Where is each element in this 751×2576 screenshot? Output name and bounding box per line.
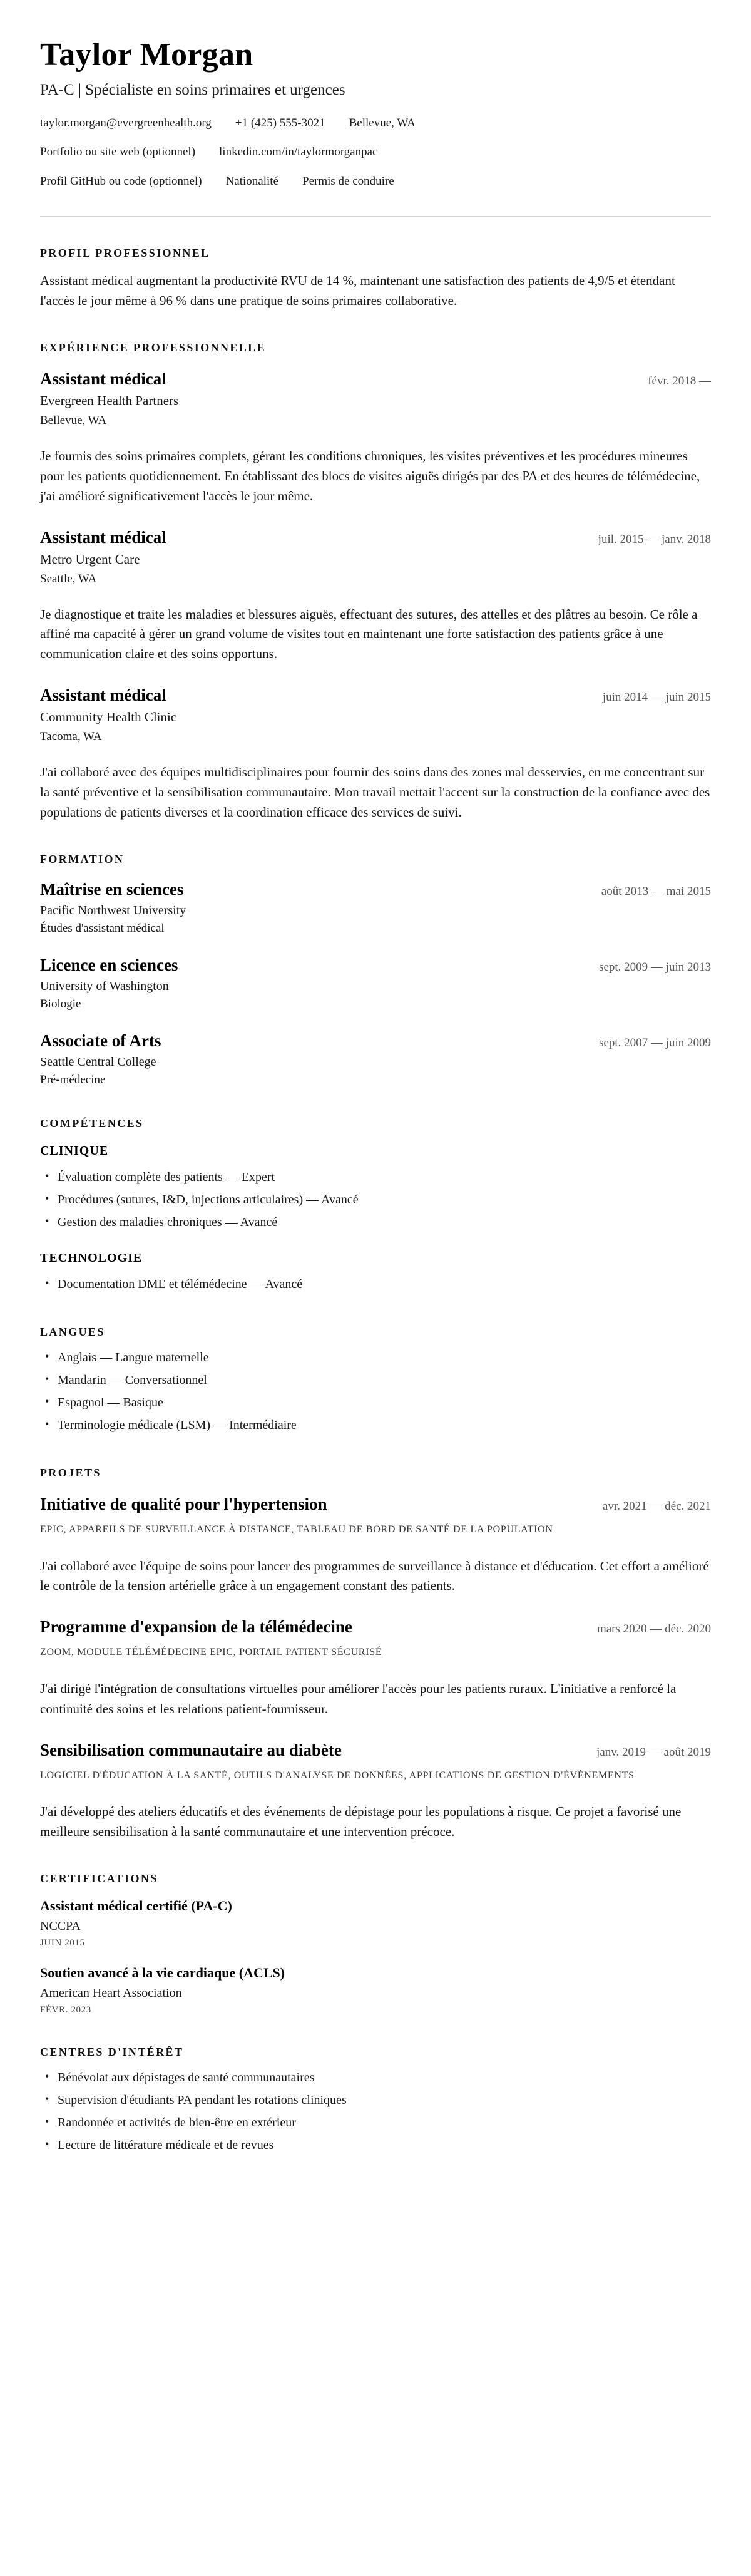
- contact-phone: +1 (425) 555-3021: [235, 116, 325, 130]
- project-dates: mars 2020 — déc. 2020: [596, 1622, 711, 1636]
- education-entry-head: [40, 1031, 711, 1051]
- project-description: J'ai collaboré avec l'équipe de soins pour lancer des programmes de surveillance à distance et d'éducation. Cet effort a amélioré le contrôle de la tension artérielle grâce à un engagement constant des patients.: [40, 1558, 709, 1594]
- interest-item: • Lecture de littérature médicale et de revues: [40, 2134, 711, 2156]
- project-description: J'ai dirigé l'intégration de consultations virtuelles pour améliorer l'accès pour les patients ruraux. L'initiative a renforcé la continuité des soins et les relations patient-fournisseur.: [40, 1681, 677, 1716]
- experience-entry: [40, 686, 711, 823]
- degree-title: Maîtrise en sciences: [40, 879, 184, 899]
- interest-item: • Supervision d'étudiants PA pendant les rotations cliniques: [40, 2089, 711, 2111]
- project-dates: avr. 2021 — déc. 2021: [602, 1499, 711, 1513]
- job-description: Je diagnostique et traite les maladies et blessures aiguës, effectuant des sutures, des attelles et des plâtres au besoin. Ce rôle a affiné ma capacité à gérer un grand volume de visites tout en maintenant une forte satisfaction des patients grâce à une communication claire et des soins opportuns.: [40, 606, 698, 662]
- experience-entry-head: [40, 369, 711, 389]
- job-title: Assistant médical: [40, 369, 166, 388]
- certification-date: FÉVR. 2023: [40, 2005, 91, 2016]
- skill-group-technology: [40, 1251, 711, 1296]
- degree-title: Associate of Arts: [40, 1031, 161, 1050]
- contact-email: taylor.morgan@evergreenhealth.org: [40, 116, 212, 130]
- skill-list: [40, 1273, 711, 1296]
- project-entry-head: [40, 1741, 711, 1760]
- degree-dates: sept. 2009 — juin 2013: [599, 960, 711, 974]
- field-of-study: Pré-médecine: [40, 1073, 106, 1086]
- project-tech-stack: EPIC, APPAREILS DE SURVEILLANCE À DISTANCE, TABLEAU DE BORD DE SANTÉ DE LA POPULATION: [40, 1523, 553, 1535]
- person-name: Taylor Morgan: [40, 37, 253, 73]
- education-entry: [40, 880, 711, 935]
- job-location: Seattle, WA: [40, 572, 97, 585]
- language-item: • Espagnol — Basique: [40, 1391, 711, 1414]
- section-heading-education: FORMATION: [40, 852, 125, 865]
- job-description: Je fournis des soins primaires complets, gérant les conditions chroniques, les visites préventives et les procédures mineures pour les patients quotidiennement. En établissant des blocs de visites aiguës dirigés par des PA et des heures de télémédecine, j'ai amélioré significativement l'accès le jour même.: [40, 448, 700, 503]
- school-name: University of Washington: [40, 979, 169, 993]
- education-entry-head: [40, 880, 711, 899]
- section-heading-profile: PROFIL PROFESSIONNEL: [40, 246, 210, 259]
- contact-block: [40, 114, 711, 191]
- section-heading-interests: CENTRES D'INTÉRÊT: [40, 2046, 184, 2059]
- degree-dates: août 2013 — mai 2015: [601, 884, 711, 898]
- field-of-study: Études d'assistant médical: [40, 921, 165, 935]
- header-divider: [40, 216, 711, 217]
- contact-github: Profil GitHub ou code (optionnel): [40, 174, 202, 188]
- certification-entry: [40, 1965, 711, 2016]
- project-entry-head: [40, 1495, 711, 1514]
- section-heading-projects: PROJETS: [40, 1466, 101, 1479]
- contact-row-1: [40, 114, 711, 133]
- education-entry-head: [40, 956, 711, 975]
- section-profile: [40, 247, 711, 311]
- job-title: Assistant médical: [40, 686, 166, 705]
- section-heading-skills: COMPÉTENCES: [40, 1116, 144, 1130]
- section-heading-experience: EXPÉRIENCE PROFESSIONNELLE: [40, 341, 266, 354]
- project-tech-stack: ZOOM, MODULE TÉLÉMÉDECINE EPIC, PORTAIL PATIENT SÉCURISÉ: [40, 1647, 382, 1658]
- education-entry: [40, 1031, 711, 1087]
- skill-group-title: CLINIQUE: [40, 1143, 109, 1158]
- project-entry: [40, 1495, 711, 1596]
- field-of-study: Biologie: [40, 997, 81, 1011]
- section-certifications: [40, 1872, 711, 2016]
- school-name: Pacific Northwest University: [40, 903, 186, 917]
- section-interests: [40, 2046, 711, 2156]
- section-languages: [40, 1326, 711, 1436]
- language-item: • Terminologie médicale (LSM) — Intermédiaire: [40, 1414, 711, 1436]
- job-location: Tacoma, WA: [40, 730, 102, 744]
- skill-group-clinical: [40, 1144, 711, 1234]
- project-dates: janv. 2019 — août 2019: [596, 1745, 711, 1759]
- job-dates: févr. 2018 —: [648, 374, 711, 388]
- project-tech-stack: LOGICIEL D'ÉDUCATION À LA SANTÉ, OUTILS D'ANALYSE DE DONNÉES, APPLICATIONS DE GESTION D'ÉVÉNEMENTS: [40, 1770, 635, 1781]
- experience-entry-head: [40, 686, 711, 705]
- job-title: Assistant médical: [40, 527, 166, 547]
- contact-driving-license: Permis de conduire: [302, 174, 394, 188]
- education-entry: [40, 956, 711, 1011]
- project-title: Sensibilisation communautaire au diabète: [40, 1740, 342, 1759]
- project-entry: [40, 1617, 711, 1719]
- certification-entry: [40, 1898, 711, 1949]
- experience-entry: [40, 369, 711, 507]
- skill-item: • Documentation DME et télémédecine — Avancé: [40, 1273, 711, 1296]
- section-heading-certifications: CERTIFICATIONS: [40, 1872, 158, 1885]
- project-entry: [40, 1741, 711, 1842]
- degree-title: Licence en sciences: [40, 955, 178, 974]
- skill-item: • Gestion des maladies chroniques — Avancé: [40, 1211, 711, 1234]
- interest-item: • Randonnée et activités de bien-être en extérieur: [40, 2111, 711, 2134]
- interest-list: [40, 2066, 711, 2156]
- language-item: • Anglais — Langue maternelle: [40, 1346, 711, 1369]
- contact-location: Bellevue, WA: [349, 116, 416, 130]
- job-description: J'ai collaboré avec des équipes multidisciplinaires pour fournir des soins dans des zones mal desservies, en me concentrant sur la santé préventive et la sensibilisation communautaire. Mon travail mettait l'accent sur la construction de la confiance avec des populations de patients diverses et la coordination efficace des services de suivi.: [40, 765, 710, 820]
- company-name: Community Health Clinic: [40, 709, 177, 725]
- contact-row-2: [40, 143, 711, 162]
- skill-item: • Procédures (sutures, I&D, injections articulaires) — Avancé: [40, 1188, 711, 1211]
- experience-entry-head: [40, 528, 711, 547]
- person-job-title: PA-C | Spécialiste en soins primaires et urgences: [40, 81, 345, 98]
- language-list: [40, 1346, 711, 1436]
- project-entry-head: [40, 1617, 711, 1637]
- job-dates: juil. 2015 — janv. 2018: [598, 532, 711, 546]
- project-description: J'ai développé des ateliers éducatifs et des événements de dépistage pour les populations à risque. Ce projet a favorisé une meilleure sensibilisation à la santé communautaire et une intervention précoce.: [40, 1804, 682, 1840]
- section-heading-languages: LANGUES: [40, 1325, 105, 1338]
- certification-title: Soutien avancé à la vie cardiaque (ACLS): [40, 1965, 285, 1981]
- job-location: Bellevue, WA: [40, 413, 107, 427]
- company-name: Metro Urgent Care: [40, 551, 140, 567]
- section-experience: [40, 341, 711, 823]
- contact-linkedin: linkedin.com/in/taylormorganpac: [219, 145, 378, 159]
- skill-list: [40, 1166, 711, 1234]
- skill-group-title: TECHNOLOGIE: [40, 1250, 143, 1265]
- section-skills: [40, 1117, 711, 1296]
- interest-item: • Bénévolat aux dépistages de santé communautaires: [40, 2066, 711, 2089]
- company-name: Evergreen Health Partners: [40, 393, 179, 408]
- project-title: Programme d'expansion de la télémédecine: [40, 1617, 352, 1637]
- certification-issuer: NCCPA: [40, 1919, 81, 1934]
- contact-portfolio: Portfolio ou site web (optionnel): [40, 145, 196, 159]
- profile-summary: Assistant médical augmentant la productivité RVU de 14 %, maintenant une satisfaction des patients de 4,9/5 et étendant l'accès le jour même à 96 % dans une pratique de soins primaires collaborative.: [40, 272, 675, 308]
- project-title: Initiative de qualité pour l'hypertension: [40, 1494, 327, 1513]
- school-name: Seattle Central College: [40, 1054, 156, 1069]
- contact-row-3: [40, 172, 711, 191]
- certification-title: Assistant médical certifié (PA-C): [40, 1898, 232, 1914]
- language-item: • Mandarin — Conversationnel: [40, 1369, 711, 1391]
- section-education: [40, 853, 711, 1087]
- degree-dates: sept. 2007 — juin 2009: [599, 1036, 711, 1049]
- experience-entry: [40, 528, 711, 665]
- resume-header: [40, 36, 711, 191]
- skill-item: • Évaluation complète des patients — Expert: [40, 1166, 711, 1188]
- job-dates: juin 2014 — juin 2015: [602, 691, 711, 704]
- contact-nationality: Nationalité: [225, 174, 278, 188]
- certification-issuer: American Heart Association: [40, 1986, 182, 2001]
- certification-date: JUIN 2015: [40, 1938, 85, 1949]
- section-projects: [40, 1466, 711, 1842]
